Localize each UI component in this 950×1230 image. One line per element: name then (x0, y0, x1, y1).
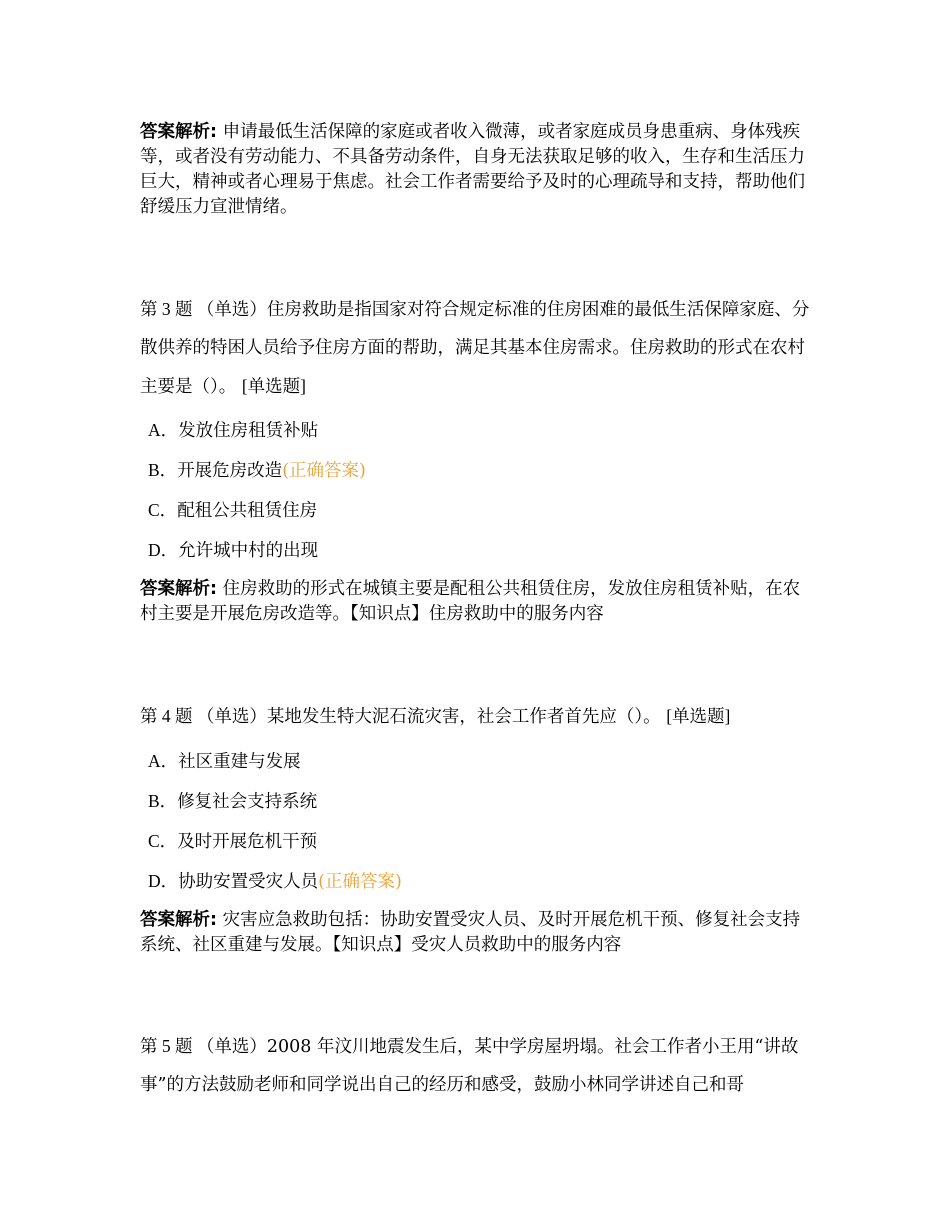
q4-analysis (140, 908, 815, 958)
q4-text: 某地发生特大泥石流灾害，社会工作者首先应（）。 (266, 707, 661, 727)
q3-prefix: 第 3 题 （单选） (140, 299, 267, 319)
correct-answer-mark: (正确答案) (282, 461, 366, 481)
q5-stem (140, 1027, 815, 1104)
q3-type-tag: [单选题] (241, 376, 306, 396)
q3-analysis (140, 577, 815, 627)
q3-option-b: B．开展危房改造(正确答案) (148, 460, 366, 481)
q2-analysis-text: 申请最低生活保障的家庭或者收入微薄，或者家庭成员身患重病、身体残疾等，或者没有劳动能力、不具备劳动条件，自身无法获取足够的收入，生存和生活压力巨大，精神或者心理易于焦虑。社会工作者需要给予及时的心理疏导和支持，帮助他们舒缓压力宣泄情绪。 (140, 122, 805, 217)
q3-option-a: A．发放住房租赁补贴 (148, 420, 319, 441)
q3-option-d: D．允许城中村的出现 (148, 540, 319, 561)
q4-option-c: C．及时开展危机干预 (148, 831, 318, 852)
q4-prefix: 第 4 题 （单选） (140, 706, 267, 726)
q4-analysis-text: 灾害应急救助包括：协助安置受灾人员、及时开展危机干预、修复社会支持系统、社区重建与发展。【知识点】受灾人员救助中的服务内容 (140, 910, 801, 955)
q4-option-b: B．修复社会支持系统 (148, 791, 318, 812)
q4-type-tag: [单选题] (666, 706, 731, 726)
q4-option-d: D．协助安置受灾人员(正确答案) (148, 871, 402, 892)
analysis-label: 答案解析: (140, 910, 217, 930)
q3-option-c: C．配租公共租赁住房 (148, 500, 318, 521)
q4-stem (140, 697, 815, 736)
q3-text: 住房救助是指国家对符合规定标准的住房困难的最低生活保障家庭、分散供养的特困人员给予住房方面的帮助，满足其基本住房需求。住房救助的形式在农村主要是（）。 (140, 300, 810, 397)
analysis-label: 答案解析: (140, 579, 217, 599)
q2-analysis (140, 120, 815, 220)
q5-text: 2008 年汶川地震发生后，某中学房屋坍塌。社会工作者小王用“讲故事”的方法鼓励老师和同学说出自己的经历和感受，鼓励小林同学讲述自己和哥 (140, 1037, 799, 1095)
q3-analysis-text: 住房救助的形式在城镇主要是配租公共租赁住房，发放住房租赁补贴，在农村主要是开展危房改造等。【知识点】住房救助中的服务内容 (140, 579, 801, 624)
q3-stem (140, 290, 815, 406)
q5-prefix: 第 5 题 （单选） (140, 1036, 267, 1056)
analysis-label: 答案解析: (140, 122, 217, 142)
q4-option-a: A．社区重建与发展 (148, 751, 301, 772)
correct-answer-mark: (正确答案) (318, 872, 402, 892)
